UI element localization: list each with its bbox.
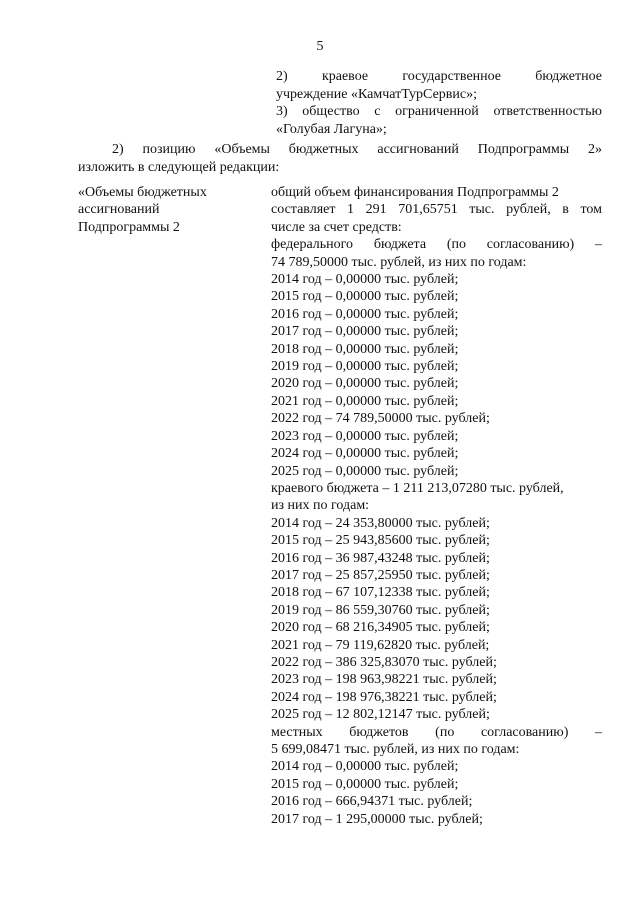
federal-year-item: 2014 год – 0,00000 тыс. рублей; [271, 272, 459, 288]
list-item-line: 2) краевое государственное бюджетное [276, 69, 602, 84]
local-year-item: 2014 год – 0,00000 тыс. рублей; [271, 759, 459, 775]
federal-year-item: 2019 год – 0,00000 тыс. рублей; [271, 359, 459, 375]
local-year-item: 2015 год – 0,00000 тыс. рублей; [271, 776, 459, 792]
regional-year-item: 2025 год – 12 802,12147 тыс. рублей; [271, 707, 490, 723]
local-budget-line: 5 699,08471 тыс. рублей, из них по годам: [271, 742, 520, 757]
regional-year-item: 2022 год – 386 325,83070 тыс. рублей; [271, 654, 497, 670]
federal-year-item: 2025 год – 0,00000 тыс. рублей; [271, 463, 459, 479]
amendment-paragraph [78, 141, 602, 176]
organization-list [276, 68, 602, 138]
position-title-line: «Объемы бюджетных [78, 185, 207, 200]
federal-year-item: 2024 год – 0,00000 тыс. рублей; [271, 446, 459, 462]
page-number: 5 [316, 39, 324, 54]
federal-year-item: 2017 год – 0,00000 тыс. рублей; [271, 324, 459, 340]
regional-year-item: 2015 год – 25 943,85600 тыс. рублей; [271, 533, 490, 549]
position-title-line: Подпрограммы 2 [78, 219, 180, 235]
regional-year-item: 2017 год – 25 857,25950 тыс. рублей; [271, 567, 490, 583]
regional-year-item: 2021 год – 79 119,62820 тыс. рублей; [271, 637, 490, 653]
federal-year-item: 2023 год – 0,00000 тыс. рублей; [271, 428, 459, 444]
federal-year-item: 2022 год – 74 789,50000 тыс. рублей; [271, 411, 490, 427]
list-item-line: 3) общество с ограниченной ответственностью [276, 104, 602, 120]
amendment-line: 2) позицию «Объемы бюджетных ассигнований Подпрограммы 2» [112, 142, 602, 157]
local-year-item: 2016 год – 666,94371 тыс. рублей; [271, 794, 473, 810]
regional-budget-line: из них по годам: [271, 498, 370, 514]
regional-years-list [271, 515, 602, 724]
regional-year-item: 2020 год – 68 216,34905 тыс. рублей; [271, 620, 490, 636]
federal-year-item: 2021 год – 0,00000 тыс. рублей; [271, 393, 459, 409]
local-years-list [271, 758, 602, 828]
regional-year-item: 2024 год – 198 976,38221 тыс. рублей; [271, 689, 497, 705]
list-item-line: «Голубая Лагуна»; [276, 121, 387, 137]
local-year-item: 2017 год – 1 295,00000 тыс. рублей; [271, 811, 483, 827]
total-funding-line: составляет 1 291 701,65751 тыс. рублей, в том [271, 202, 602, 218]
funding-details-cell [271, 184, 602, 828]
federal-years-list [271, 271, 602, 480]
regional-year-item: 2023 год – 198 963,98221 тыс. рублей; [271, 672, 497, 688]
list-item [276, 68, 602, 103]
regional-budget-line: краевого бюджета – 1 211 213,07280 тыс. рублей, [271, 480, 564, 496]
amendment-line: изложить в следующей редакции: [78, 159, 280, 175]
list-item [276, 103, 602, 138]
regional-year-item: 2016 год – 36 987,43248 тыс. рублей; [271, 550, 490, 566]
position-title-cell [78, 184, 258, 236]
federal-year-item: 2018 год – 0,00000 тыс. рублей; [271, 341, 459, 357]
federal-year-item: 2015 год – 0,00000 тыс. рублей; [271, 289, 459, 305]
regional-year-item: 2014 год – 24 353,80000 тыс. рублей; [271, 515, 490, 531]
total-funding-line: общий объем финансирования Подпрограммы 2 [271, 185, 559, 200]
list-item-line: учреждение «КамчатТурСервис»; [276, 86, 477, 102]
federal-budget-line: федерального бюджета (по согласованию) – [271, 237, 602, 253]
federal-year-item: 2020 год – 0,00000 тыс. рублей; [271, 376, 459, 392]
regional-year-item: 2018 год – 67 107,12338 тыс. рублей; [271, 585, 490, 601]
position-title-line: ассигнований [78, 202, 160, 218]
total-funding-line: числе за счет средств: [271, 219, 402, 235]
local-budget-line: местных бюджетов (по согласованию) – [271, 724, 602, 740]
regional-year-item: 2019 год – 86 559,30760 тыс. рублей; [271, 602, 490, 618]
federal-year-item: 2016 год – 0,00000 тыс. рублей; [271, 306, 459, 322]
federal-budget-line: 74 789,50000 тыс. рублей, из них по годам: [271, 254, 527, 270]
